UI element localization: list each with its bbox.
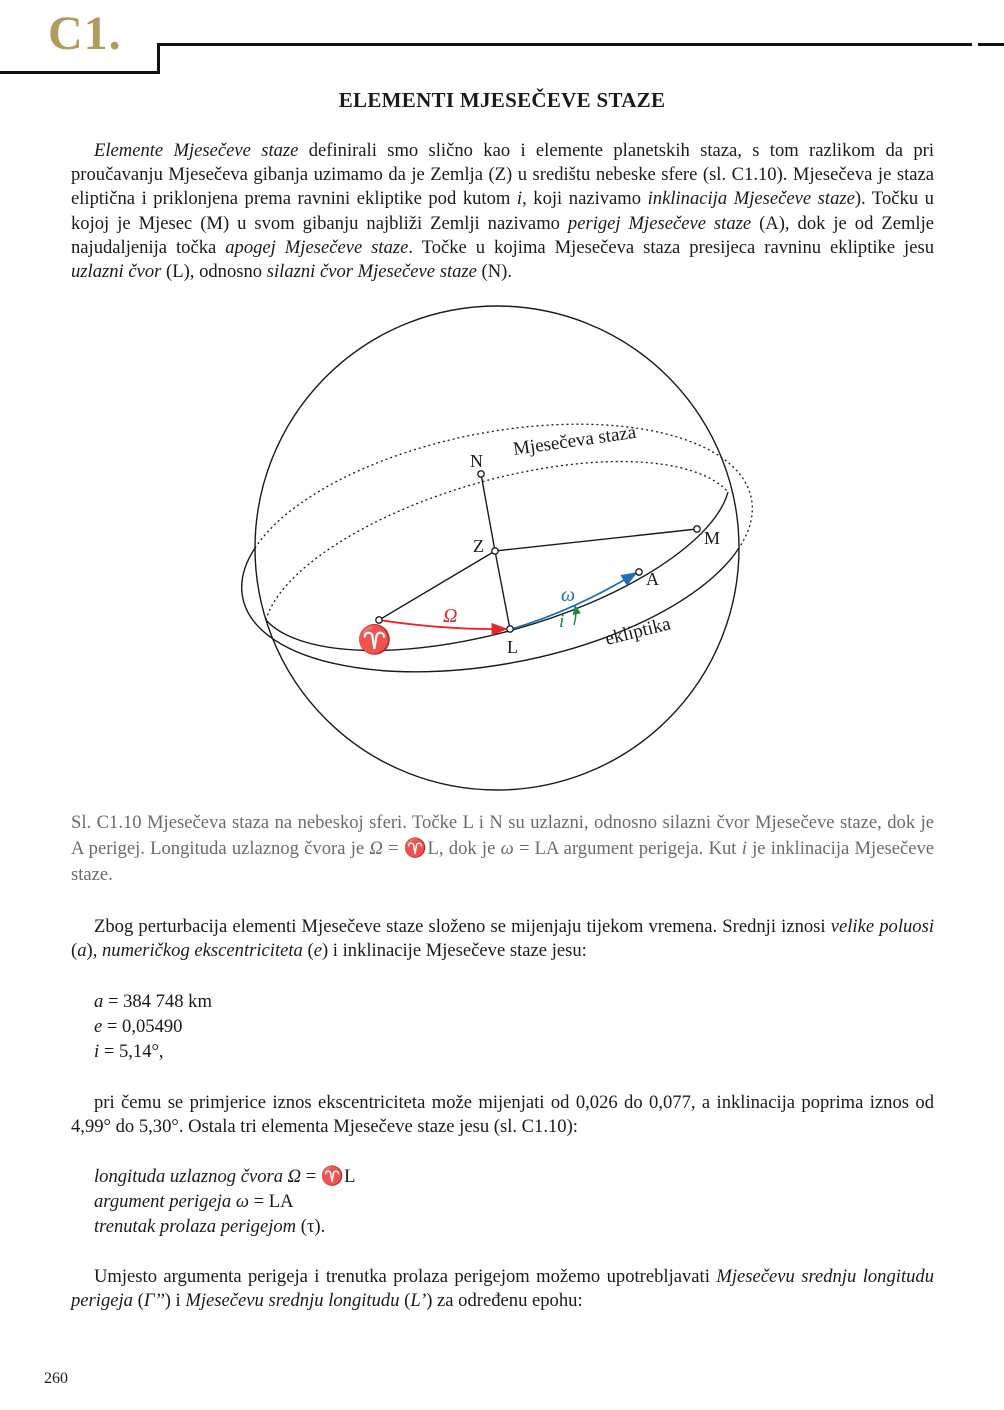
point-aries xyxy=(376,617,382,623)
chapter-number: C1. xyxy=(48,7,122,60)
line-z-l xyxy=(495,551,510,629)
intro-run: . Točke u kojima Mjesečeva staza presijeca ravninu ekliptike jesu xyxy=(408,236,935,258)
label-l: L xyxy=(507,637,518,657)
intro-run: inklinacija Mjesečeve staze xyxy=(647,188,855,210)
label-m: M xyxy=(704,528,721,548)
paragraph-perturbations xyxy=(71,915,934,963)
intro-run: silazni čvor Mjesečeve staze xyxy=(266,261,477,283)
para4-run: ( xyxy=(399,1290,411,1312)
point-m xyxy=(694,526,700,532)
para2-run: a xyxy=(77,940,87,962)
caption-run: Ω xyxy=(369,838,383,859)
para4-run: L’ xyxy=(410,1290,427,1312)
mean-values-block xyxy=(94,989,212,1064)
caption-run: i xyxy=(741,838,747,859)
label-aries: ♈ xyxy=(357,625,392,656)
para2-run: ( xyxy=(71,940,78,962)
point-a xyxy=(636,569,642,575)
label-omega-capital: Ω xyxy=(443,605,458,627)
label-omega-small: ω xyxy=(561,584,576,606)
label-a: A xyxy=(646,569,659,589)
para4-run: ) i xyxy=(164,1290,186,1312)
value-e: e = 0,05490 xyxy=(94,1016,183,1037)
para4-run: Umjesto argumenta perigeja i trenutka prolaza perigejom možemo upotrebljavati xyxy=(94,1266,717,1287)
para4-run: ( xyxy=(132,1290,144,1312)
element-perigee-time: trenutak prolaza perigejom (τ). xyxy=(94,1216,326,1237)
paragraph-variations xyxy=(71,1091,934,1139)
point-l xyxy=(507,626,513,632)
intro-run: (N). xyxy=(476,261,513,283)
intro-run: , koji nazivamo xyxy=(522,188,648,210)
intro-run: perigej Mjesečeve staze xyxy=(567,212,752,234)
value-i: i = 5,14°, xyxy=(94,1041,164,1062)
point-n xyxy=(478,471,484,477)
para2-run: ), xyxy=(86,940,102,962)
para4-run: ) za određenu epohu: xyxy=(426,1290,583,1312)
other-elements-block xyxy=(94,1164,355,1239)
caption-run: Sl. C1.10 Mjesečeva staza na nebeskoj sferi. Točke L i N su uzlazni, odnosno silazni čvor Mjesečeve staze, dok je A perigej. Longituda uzlaznog čvora je xyxy=(71,812,934,859)
intro-run: (A), dok je od Zemlje najudaljenija točka xyxy=(71,212,934,258)
para2-run: Zbog perturbacija elementi Mjesečeve staze složeno se mijenjaju tijekom vremena. Srednji iznosi xyxy=(94,916,831,937)
caption-run: = ♈L, dok je xyxy=(382,838,501,859)
inclination-arrow-green xyxy=(574,606,576,625)
ecliptic-label: ekliptika xyxy=(603,613,673,650)
para2-run: e xyxy=(313,940,322,962)
para2-run: ( xyxy=(302,940,314,962)
label-inclination: i xyxy=(559,611,565,632)
intro-run: apogej Mjesečeve staze xyxy=(225,236,409,258)
intro-run: (L), odnosno xyxy=(161,261,267,283)
label-n: N xyxy=(470,451,483,471)
para2-run: velike poluosi xyxy=(830,916,934,937)
para3-run: pri čemu se primjerice iznos ekscentriciteta može mijenjati od 0,026 do 0,077, a inklinacija poprima iznos od 4,99° do 5,30°. Ostala tri elementa Mjesečeve staze jesu (sl. C1.10): xyxy=(71,1092,934,1138)
intro-run: ). Točku u kojoj je Mjesec (M) u svom gibanju najbliži Zemlji nazivamo xyxy=(71,188,934,234)
para2-run: ) i inklinacije Mjesečeve staze jesu: xyxy=(321,940,587,962)
para4-run: Mjesečevu srednju longitudu perigeja xyxy=(71,1266,935,1312)
orbit-back xyxy=(266,462,728,620)
line-z-aries xyxy=(379,551,495,620)
para4-run: Γ’’ xyxy=(143,1290,165,1312)
point-z xyxy=(492,548,498,554)
label-z: Z xyxy=(473,536,484,556)
caption-run: ω xyxy=(500,838,514,859)
para2-run: numeričkog ekscentriciteta xyxy=(102,940,303,962)
intro-run: Elemente Mjesečeve staze xyxy=(94,140,299,161)
element-node-longitude: longituda uzlaznog čvora Ω = ♈L xyxy=(94,1166,356,1187)
line-z-m xyxy=(495,529,697,551)
figure-caption xyxy=(71,810,934,888)
section-title: ELEMENTI MJESEČEVE STAZE xyxy=(338,88,666,112)
element-perigee-argument: argument perigeja ω = LA xyxy=(94,1191,294,1212)
caption-run: je inklinacija Mjesečeve staze. xyxy=(71,838,935,885)
para4-run: Mjesečevu srednju longitudu xyxy=(185,1290,400,1312)
paragraph-mean-longitudes xyxy=(71,1265,934,1313)
ecliptic-back xyxy=(255,421,752,548)
orbit-label: Mjesečeva staza xyxy=(511,421,638,460)
ecliptic-front xyxy=(242,548,739,672)
caption-run: = LA argument perigeja. Kut xyxy=(513,838,742,859)
intro-run: definirali smo slično kao i elemente planetskih staza, s tom razlikom da pri proučavanju Mjesečeva gibanja uzimamo da je Zemlja (Z) u središtu nebeske sfere (sl. C1.10). Mjesečeva je staza eliptična i priklonjena prema ravnini ekliptike pod kutom xyxy=(71,140,934,210)
value-a: a = 384 748 km xyxy=(94,991,212,1012)
intro-run: i xyxy=(516,188,523,210)
intro-run: uzlazni čvor xyxy=(71,261,162,283)
page-number: 260 xyxy=(44,1370,68,1387)
